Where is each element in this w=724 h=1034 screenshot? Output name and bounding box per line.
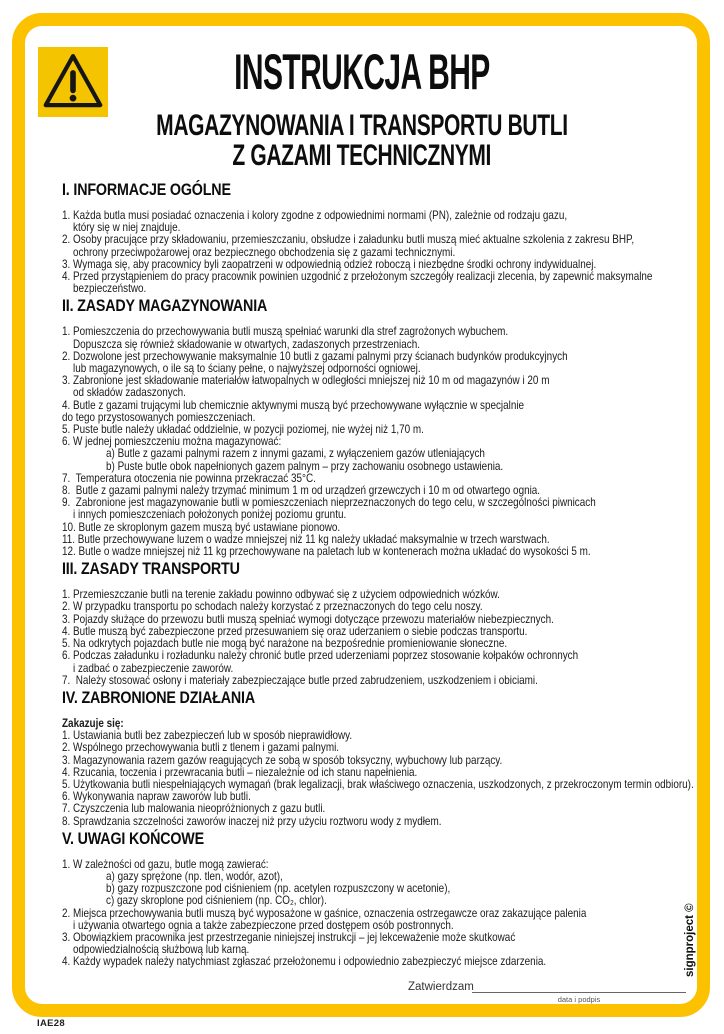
section-heading: I. INFORMACJE OGÓLNE	[62, 180, 231, 199]
subtitle-row	[0, 111, 724, 170]
instruction-line: który się w niej znajduje.	[73, 220, 181, 235]
instruction-line: 7. Temperatura otoczenia nie powinna przekraczać 35°C.	[62, 470, 316, 485]
signature-line	[472, 979, 686, 993]
instruction-line: 4. Butle z gazami trującymi lub chemicznie aktywnymi muszą być przechowywane wyłącznie w specjalnie	[62, 397, 525, 412]
instruction-line: 2. Miejsca przechowywania butli muszą być wyposażone w gaśnice, oznaczenia ostrzegawcze oraz zakazujące palenia	[62, 905, 587, 920]
instruction-line: 3. Wymaga się, aby pracownicy byli zaopatrzeni w odpowiednią odzież roboczą i niezbędne środki ochrony indywidualnej.	[62, 256, 597, 271]
instruction-line: 7. Należy stosować osłony i materiały zabezpieczające butle przed zabrudzeniem, uszkodzeniem i obiciami.	[62, 672, 538, 687]
instruction-line: 6. Podczas załadunku i rozładunku należy chronić butle przed uderzeniami poprzez stosowanie kołpaków ochronnych	[62, 648, 579, 663]
instruction-line: 1. Każda butla musi posiadać oznaczenia i kolory zgodne z odpowiednimi normami (PN), zależnie od rodzaju gazu,	[62, 208, 568, 222]
instruction-line: odpowiedzialnością służbową lub karną.	[73, 942, 250, 957]
instruction-line: 1. Przemieszczanie butli na terenie zakładu powinno odbywać się z użyciem odpowiednich wózków.	[62, 587, 500, 602]
instruction-line: 6. W jednej pomieszczeniu można magazynować:	[62, 434, 282, 449]
approve-label: Zatwierdzam	[408, 981, 474, 993]
instruction-line: i używania otwartego ognia a także zabezpieczone przed dostępem osób postronnych.	[73, 917, 454, 932]
instruction-line: 3. Obowiązkiem pracownika jest przestrzeganie niniejszej instrukcji – jej lekceważenie może skutkować	[62, 929, 516, 944]
poster-title: INSTRUKCJA BHP	[234, 44, 490, 100]
signature-caption: data i podpis	[557, 994, 601, 1004]
instruction-line: 1. W zależności od gazu, butle mogą zawierać:	[62, 856, 269, 871]
poster-subtitle-line2: Z GAZAMI TECHNICZNYMI	[232, 138, 492, 172]
instruction-line: 3. Pojazdy służące do przewozu butli muszą spełniać wymogi dotyczące przewozu materiałów niebezpiecznych.	[62, 611, 554, 626]
instruction-line: ochrony przeciwpożarowej oraz bezpiecznego obchodzenia się z gazami technicznymi.	[73, 244, 456, 259]
instruction-line: 8. Sprawdzania szczelności zaworów inaczej niż przy użyciu roztworu wody z mydłem.	[62, 813, 442, 828]
instruction-line: c) gazy skroplone pod ciśnieniem (np. CO₂, chlor).	[106, 893, 327, 908]
instruction-line: a) Butle z gazami palnymi razem z innymi gazami, z wyłączeniem gazów utleniających	[106, 446, 485, 461]
instruction-line: i zadbać o zabezpieczenie zaworów.	[73, 660, 234, 675]
poster-subtitle-line1: MAGAZYNOWANIA I TRANSPORTU BUTLI	[156, 109, 568, 142]
instruction-line: 11. Butle przechowywane luzem o wadze mniejszej niż 11 kg należy układać maksymalnie w trzech warstwach.	[62, 531, 550, 546]
instruction-line: 3. Zabronione jest składowanie materiałów łatwopalnych w odległości mniejszej niż 10 m od magazynów i 20 m	[62, 373, 550, 388]
instruction-line: 9. Zabronione jest magazynowanie butli w pomieszczeniach nieprzeznaczonych do tego celu, w szczególności piwnicach	[62, 495, 596, 510]
instruction-line: 1. Pomieszczenia do przechowywania butli muszą spełniać warunki dla stref zagrożonych wybuchem.	[62, 324, 509, 339]
instruction-line: 5. Na odkrytych pojazdach butle nie mogą być narażone na bezpośrednie promieniowanie słoneczne.	[62, 636, 508, 651]
instruction-line: Dopuszcza się również składowanie w otwartych, zadaszonych przestrzeniach.	[73, 336, 420, 351]
section-heading: III. ZASADY TRANSPORTU	[62, 559, 240, 579]
signature-area	[472, 979, 686, 1004]
instruction-line: b) gazy rozpuszczone pod ciśnieniem (np. acetylen rozpuszczony w acetonie),	[106, 881, 451, 896]
instruction-line: 1. Ustawiania butli bez zabezpieczeń lub w sposób nieprawidłowy.	[62, 728, 353, 743]
section-heading: V. UWAGI KOŃCOWE	[62, 828, 204, 848]
instruction-line: 5. Użytkowania butli niespełniających wymagań (brak legalizacji, brak właściwego oznaczenia, uszkodzonych, z przekroczonym termin odbioru).	[62, 776, 694, 791]
instruction-line: 7. Czyszczenia lub malowania nieopróżnionych z gazu butli.	[62, 801, 326, 816]
instruction-line: 2. Osoby pracujące przy składowaniu, przemieszczaniu, obsłudze i załadunku butli muszą mieć aktualne szkolenia z zakresu BHP,	[62, 232, 635, 247]
instruction-line: do tego przystosowanych pomieszczeniach.	[62, 409, 256, 424]
instruction-line: 4. Rzucania, toczenia i przewracania butli – niezależnie od ich stanu napełnienia.	[62, 764, 418, 779]
publisher-brand: signproject ©	[684, 903, 696, 977]
instruction-line: 2. W przypadku transportu po schodach należy korzystać z przeznaczonych do tego celu noszy.	[62, 599, 483, 614]
instruction-line: 10. Butle ze skroplonym gazem muszą być ustawiane pionowo.	[62, 519, 341, 534]
instruction-line: 5. Puste butle należy układać oddzielnie, w pozycji poziomej, nie wyżej niż 1,70 m.	[62, 422, 424, 437]
instruction-line: lub magazynowych, o ile są to ściany pełne, o najwyższej odporności ogniowej.	[73, 361, 421, 376]
instruction-line: 2. Dozwolone jest przechowywanie maksymalnie 10 butli z gazami palnymi przy ścianach budynków produkcyjnych	[62, 348, 568, 363]
instruction-line: 4. Każdy wypadek należy natychmiast zgłaszać przełożonemu i odpowiednio zabezpieczyć miejsce zdarzenia.	[62, 954, 547, 969]
section-heading: IV. ZABRONIONE DZIAŁANIA	[62, 687, 255, 707]
instruction-line: b) Puste butle obok napełnionych gazem palnym – przy zachowaniu osobnego ustawienia.	[106, 458, 504, 473]
instruction-line: 4. Butle muszą być zabezpieczone przed przesuwaniem się oraz uderzaniem o siebie podczas transportu.	[62, 623, 528, 638]
instruction-line: 8. Butle z gazami palnymi należy trzymać minimum 1 m od urządzeń grzewczych i 10 m od otwartego ognia.	[62, 483, 541, 498]
instruction-line: 12. Butle o wadze mniejszej niż 11 kg przechowywane na paletach lub w kontenerach można układać do wysokości 5 m.	[62, 544, 591, 559]
section-heading: II. ZASADY MAGAZYNOWANIA	[62, 296, 268, 316]
instruction-line: 6. Wykonywania napraw zaworów lub butli.	[62, 789, 251, 804]
instruction-line: 3. Magazynowania razem gazów reagujących ze sobą w sposób toksyczny, wybuchowy lub parzący.	[62, 752, 503, 767]
instruction-line: i innych pomieszczeniach położonych poniżej poziomu gruntu.	[73, 507, 347, 522]
instruction-line: od składów zadaszonych.	[73, 385, 186, 400]
catalog-code: IAE28	[37, 1018, 65, 1029]
instruction-line: a) gazy sprężone (np. tlen, wodór, azot),	[106, 868, 283, 883]
instruction-line: 4. Przed przystąpieniem do pracy pracownik powinien uzgodnić z przełożonym szczegóły realizacji zlecenia, by zapewnić maksymalne	[62, 269, 653, 284]
title-row	[0, 44, 724, 100]
instruction-line: bezpieczeństwo.	[73, 281, 147, 296]
instruction-line: 2. Wspólnego przechowywania butli z tlenem i gazami palnymi.	[62, 740, 340, 755]
instruction-line: Zakazuje się:	[62, 715, 124, 730]
